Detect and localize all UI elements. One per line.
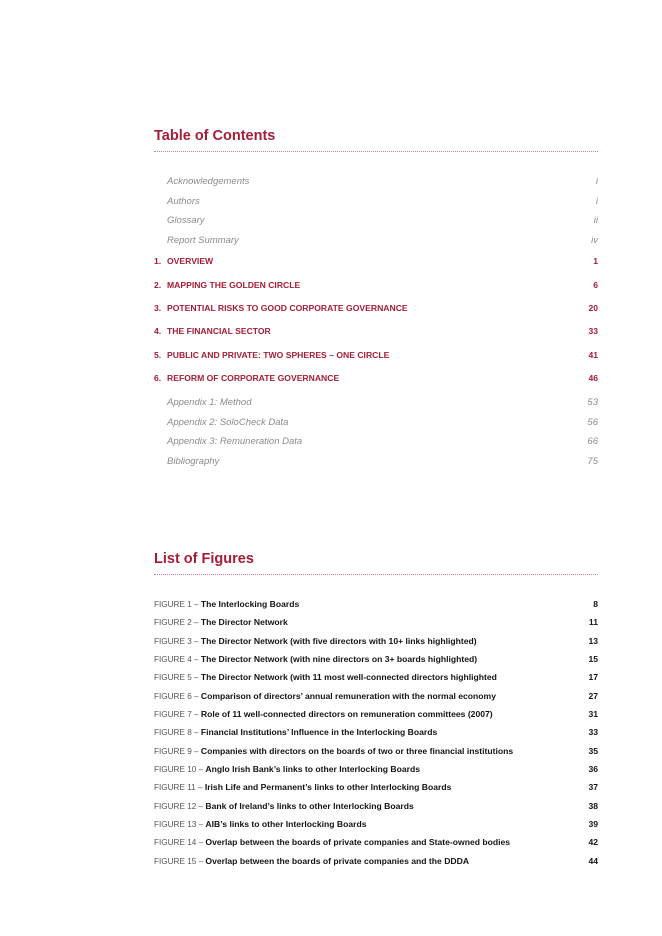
figure-title: Overlap between the boards of private companies and State-owned bodies [205, 837, 511, 848]
figure-page: 44 [588, 855, 598, 866]
figure-entry[interactable] [154, 672, 598, 690]
figure-page: 35 [588, 745, 598, 756]
figures-list [154, 599, 598, 874]
figure-entry[interactable] [154, 856, 598, 874]
figure-label: FIGURE 6 – [154, 691, 201, 701]
toc-entry-page: 53 [587, 397, 598, 409]
toc-chapter-title: THE FINANCIAL SECTOR [167, 326, 271, 337]
toc-chapter-title: POTENTIAL RISKS TO GOOD CORPORATE GOVERNANCE [167, 302, 408, 313]
toc-chapter-title: PUBLIC AND PRIVATE: TWO SPHERES – ONE CIRCLE [167, 349, 390, 360]
figure-entry[interactable] [154, 746, 598, 764]
toc-entry-title: Bibliography [167, 455, 220, 467]
toc-entry-page: i [595, 176, 598, 187]
toc-chapter-page: 1 [593, 256, 598, 267]
figure-label: FIGURE 13 – [154, 820, 206, 830]
figure-label: FIGURE 3 – [154, 636, 201, 646]
figure-entry[interactable] [154, 617, 598, 635]
figure-title: Comparison of directors’ annual remuneration with the normal economy [200, 690, 496, 701]
toc-entry-page: i [595, 195, 598, 207]
figure-title: AIB’s links to other Interlocking Boards [205, 819, 367, 830]
figure-entry[interactable] [154, 837, 598, 855]
figure-page: 13 [588, 635, 598, 646]
toc-chapter[interactable] [154, 280, 598, 303]
figure-page: 17 [588, 672, 598, 683]
toc-chapter[interactable] [154, 326, 598, 349]
figure-title: The Director Network [200, 617, 288, 628]
figure-entry[interactable] [154, 782, 598, 800]
toc-entry[interactable] [154, 235, 598, 255]
toc-chapter[interactable] [154, 373, 598, 396]
figure-title: The Director Network (with nine directors on 3+ boards highlighted) [200, 654, 478, 665]
toc-entry[interactable] [154, 417, 598, 437]
figure-label: FIGURE 2 – [154, 618, 201, 628]
toc-entry-page: 66 [587, 436, 598, 448]
toc-chapter-page: 41 [588, 349, 598, 360]
figure-label: FIGURE 4 – [154, 655, 201, 665]
figure-page: 15 [588, 654, 598, 665]
toc-chapter-page: 6 [593, 279, 598, 290]
toc-entry-title: Appendix 2: SoloCheck Data [167, 416, 289, 428]
figure-page: 31 [588, 709, 598, 720]
toc-entry-title: Acknowledgements [167, 176, 250, 187]
toc-entry-title: Appendix 1: Method [167, 397, 252, 409]
toc-chapter-number: 4. [154, 326, 162, 337]
figure-entry[interactable] [154, 764, 598, 782]
figure-title: The Interlocking Boards [200, 599, 300, 609]
figure-page: 39 [588, 819, 598, 830]
toc-entry-page: ii [593, 215, 598, 227]
figure-page: 11 [588, 617, 598, 628]
toc-entry[interactable] [154, 176, 598, 196]
toc-chapter-number: 6. [154, 372, 162, 383]
figure-entry[interactable] [154, 727, 598, 745]
figure-entry[interactable] [154, 654, 598, 672]
figure-page: 42 [588, 837, 598, 848]
toc-chapter-page: 46 [588, 372, 598, 383]
figure-title: Financial Institutions’ Influence in the Interlocking Boards [200, 727, 438, 738]
toc-chapter-title: REFORM OF CORPORATE GOVERNANCE [167, 372, 340, 383]
figure-label: FIGURE 12 – [154, 801, 206, 811]
figure-page: 36 [588, 764, 598, 775]
toc-chapter-page: 20 [588, 302, 598, 313]
toc-chapter[interactable] [154, 256, 598, 279]
figure-title: The Director Network (with five directors with 10+ links highlighted) [200, 635, 477, 646]
figure-title: The Director Network (with 11 most well-connected directors highlighted [200, 672, 497, 683]
figure-label: FIGURE 9 – [154, 746, 201, 756]
figure-entry[interactable] [154, 819, 598, 837]
figure-page: 27 [588, 690, 598, 701]
toc-entry-page: 75 [587, 455, 598, 467]
toc-entry-title: Report Summary [167, 234, 239, 246]
figure-label: FIGURE 15 – [154, 856, 206, 866]
toc-chapter-title: OVERVIEW [167, 256, 214, 267]
figure-page: 38 [588, 800, 598, 811]
figure-entry[interactable] [154, 636, 598, 654]
toc-entry-title: Glossary [167, 215, 205, 227]
toc-chapter-number: 5. [154, 349, 162, 360]
figure-label: FIGURE 1 – [154, 600, 201, 609]
toc-heading: Table of Contents [154, 128, 598, 152]
figure-label: FIGURE 10 – [154, 765, 206, 775]
figures-heading: List of Figures [154, 551, 598, 575]
list-of-figures [154, 551, 598, 874]
toc-chapter-number: 3. [154, 302, 162, 313]
toc-entry[interactable] [154, 196, 598, 216]
toc-chapter[interactable] [154, 350, 598, 373]
figure-title: Irish Life and Permanent’s links to other Interlocking Boards [204, 782, 452, 793]
figure-label: FIGURE 8 – [154, 728, 201, 738]
table-of-contents [154, 128, 598, 476]
figure-page: 37 [588, 782, 598, 793]
figure-page: 33 [588, 727, 598, 738]
figure-title: Anglo Irish Bank’s links to other Interlocking Boards [205, 764, 420, 775]
toc-entry-title: Appendix 3: Remuneration Data [167, 436, 303, 448]
figure-title: Overlap between the boards of private companies and the DDDA [205, 855, 470, 866]
toc-chapter-page: 33 [588, 326, 598, 337]
figure-entry[interactable] [154, 599, 598, 617]
figure-page: 8 [593, 599, 598, 609]
toc-entry[interactable] [154, 436, 598, 456]
toc-chapter-number: 1. [154, 256, 162, 267]
figure-title: Bank of Ireland’s links to other Interlocking Boards [205, 800, 414, 811]
toc-entry[interactable] [154, 456, 598, 476]
figure-title: Role of 11 well-connected directors on remuneration committees (2007) [200, 709, 493, 720]
toc-entry-title: Authors [167, 195, 200, 207]
figure-label: FIGURE 14 – [154, 838, 206, 848]
toc-entry-page: iv [591, 234, 598, 246]
figure-title: Companies with directors on the boards of two or three financial institutions [200, 745, 514, 756]
figure-label: FIGURE 5 – [154, 673, 201, 683]
figure-label: FIGURE 7 – [154, 710, 201, 720]
figure-entry[interactable] [154, 709, 598, 727]
figure-label: FIGURE 11 – [154, 783, 205, 793]
toc-chapter[interactable] [154, 303, 598, 326]
figure-entry[interactable] [154, 691, 598, 709]
toc-chapter-title: MAPPING THE GOLDEN CIRCLE [167, 279, 301, 290]
figure-entry[interactable] [154, 801, 598, 819]
toc-entry[interactable] [154, 397, 598, 417]
toc-chapter-number: 2. [154, 279, 162, 290]
toc-entry[interactable] [154, 215, 598, 235]
toc-entry-page: 56 [587, 416, 598, 428]
toc-list [154, 176, 598, 476]
